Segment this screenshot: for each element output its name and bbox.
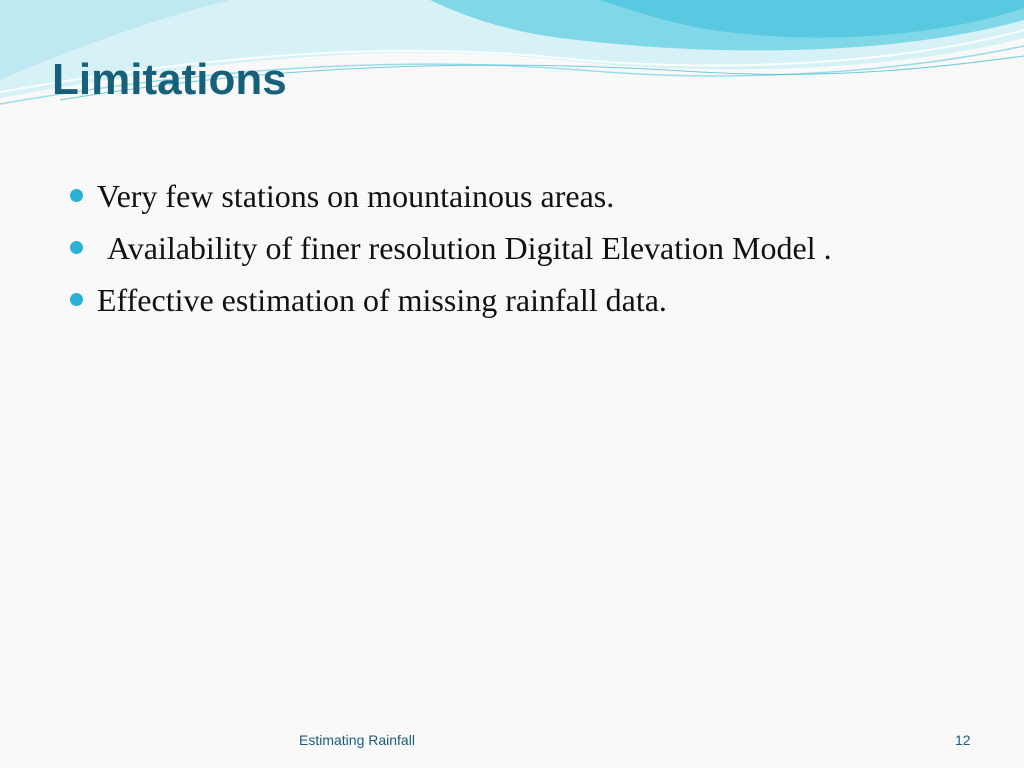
bullet-icon: [70, 189, 83, 202]
slide-title: Limitations: [52, 55, 287, 104]
bullet-list: [70, 172, 990, 328]
bullet-item: [70, 276, 990, 324]
bullet-text: Very few stations on mountainous areas.: [97, 178, 615, 214]
bullet-text: Availability of finer resolution Digital Elevation Model .: [107, 230, 832, 266]
bullet-item: [70, 172, 990, 220]
bullet-item: [70, 224, 990, 272]
bullet-icon: [70, 241, 83, 254]
footer-title: Estimating Rainfall: [299, 732, 415, 748]
bullet-text: Effective estimation of missing rainfall data.: [97, 282, 667, 318]
bullet-icon: [70, 293, 83, 306]
page-number: 12: [955, 732, 971, 748]
